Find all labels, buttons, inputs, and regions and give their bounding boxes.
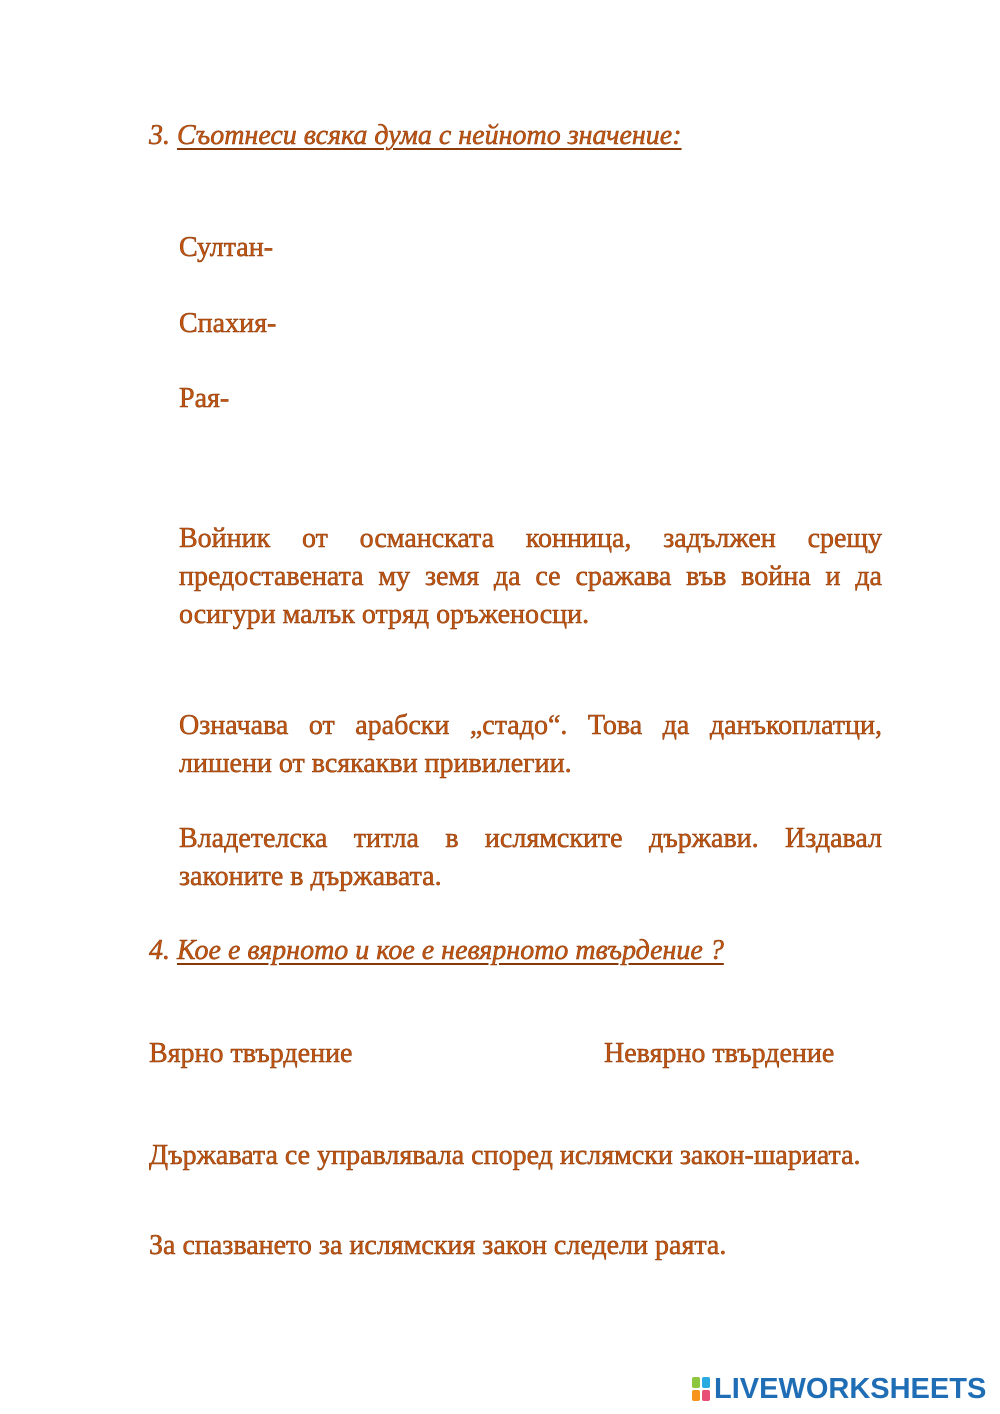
term-sultan: Султан- bbox=[179, 232, 274, 263]
question-3-heading bbox=[149, 117, 849, 155]
definition-sultan: Владетелска титла в ислямските държави. Издавал законите в държавата. bbox=[179, 823, 882, 892]
question-4-number: 4. bbox=[149, 935, 170, 966]
definition-spahi: Войник от османската конница, задължен срещу предоставената му земя да се сражава във война и да осигури малък отряд оръженосци. bbox=[179, 523, 882, 630]
statement-1: Държавата се управлявала според ислямски закон-шариата. bbox=[149, 1140, 861, 1171]
logo-icon bbox=[692, 1377, 710, 1401]
true-statement-label: Вярно твърдение bbox=[149, 1038, 353, 1069]
question-3-text: Съотнеси всяка дума с нейното значение: bbox=[177, 120, 682, 151]
logo-square-blue bbox=[702, 1377, 710, 1388]
question-3-number: 3. bbox=[149, 120, 170, 151]
term-raya: Рая- bbox=[179, 383, 230, 414]
question-4-heading bbox=[149, 932, 849, 970]
logo-text: LIVEWORKSHEETS bbox=[714, 1373, 987, 1405]
logo-square-pink bbox=[702, 1390, 710, 1401]
liveworksheets-logo bbox=[692, 1374, 986, 1404]
question-4-text: Кое е вярното и кое е невярното твърдение ? bbox=[177, 935, 724, 966]
statement-2: За спазването за ислямския закон следели раята. bbox=[149, 1230, 727, 1261]
definition-raya: Означава от арабски „стадо“. Това да данъкоплатци, лишени от всякакви привилегии. bbox=[179, 710, 882, 779]
false-statement-label: Невярно твърдение bbox=[604, 1038, 835, 1069]
term-spahi: Спахия- bbox=[179, 308, 277, 339]
logo-square-green bbox=[692, 1377, 700, 1388]
logo-square-orange bbox=[692, 1390, 700, 1401]
